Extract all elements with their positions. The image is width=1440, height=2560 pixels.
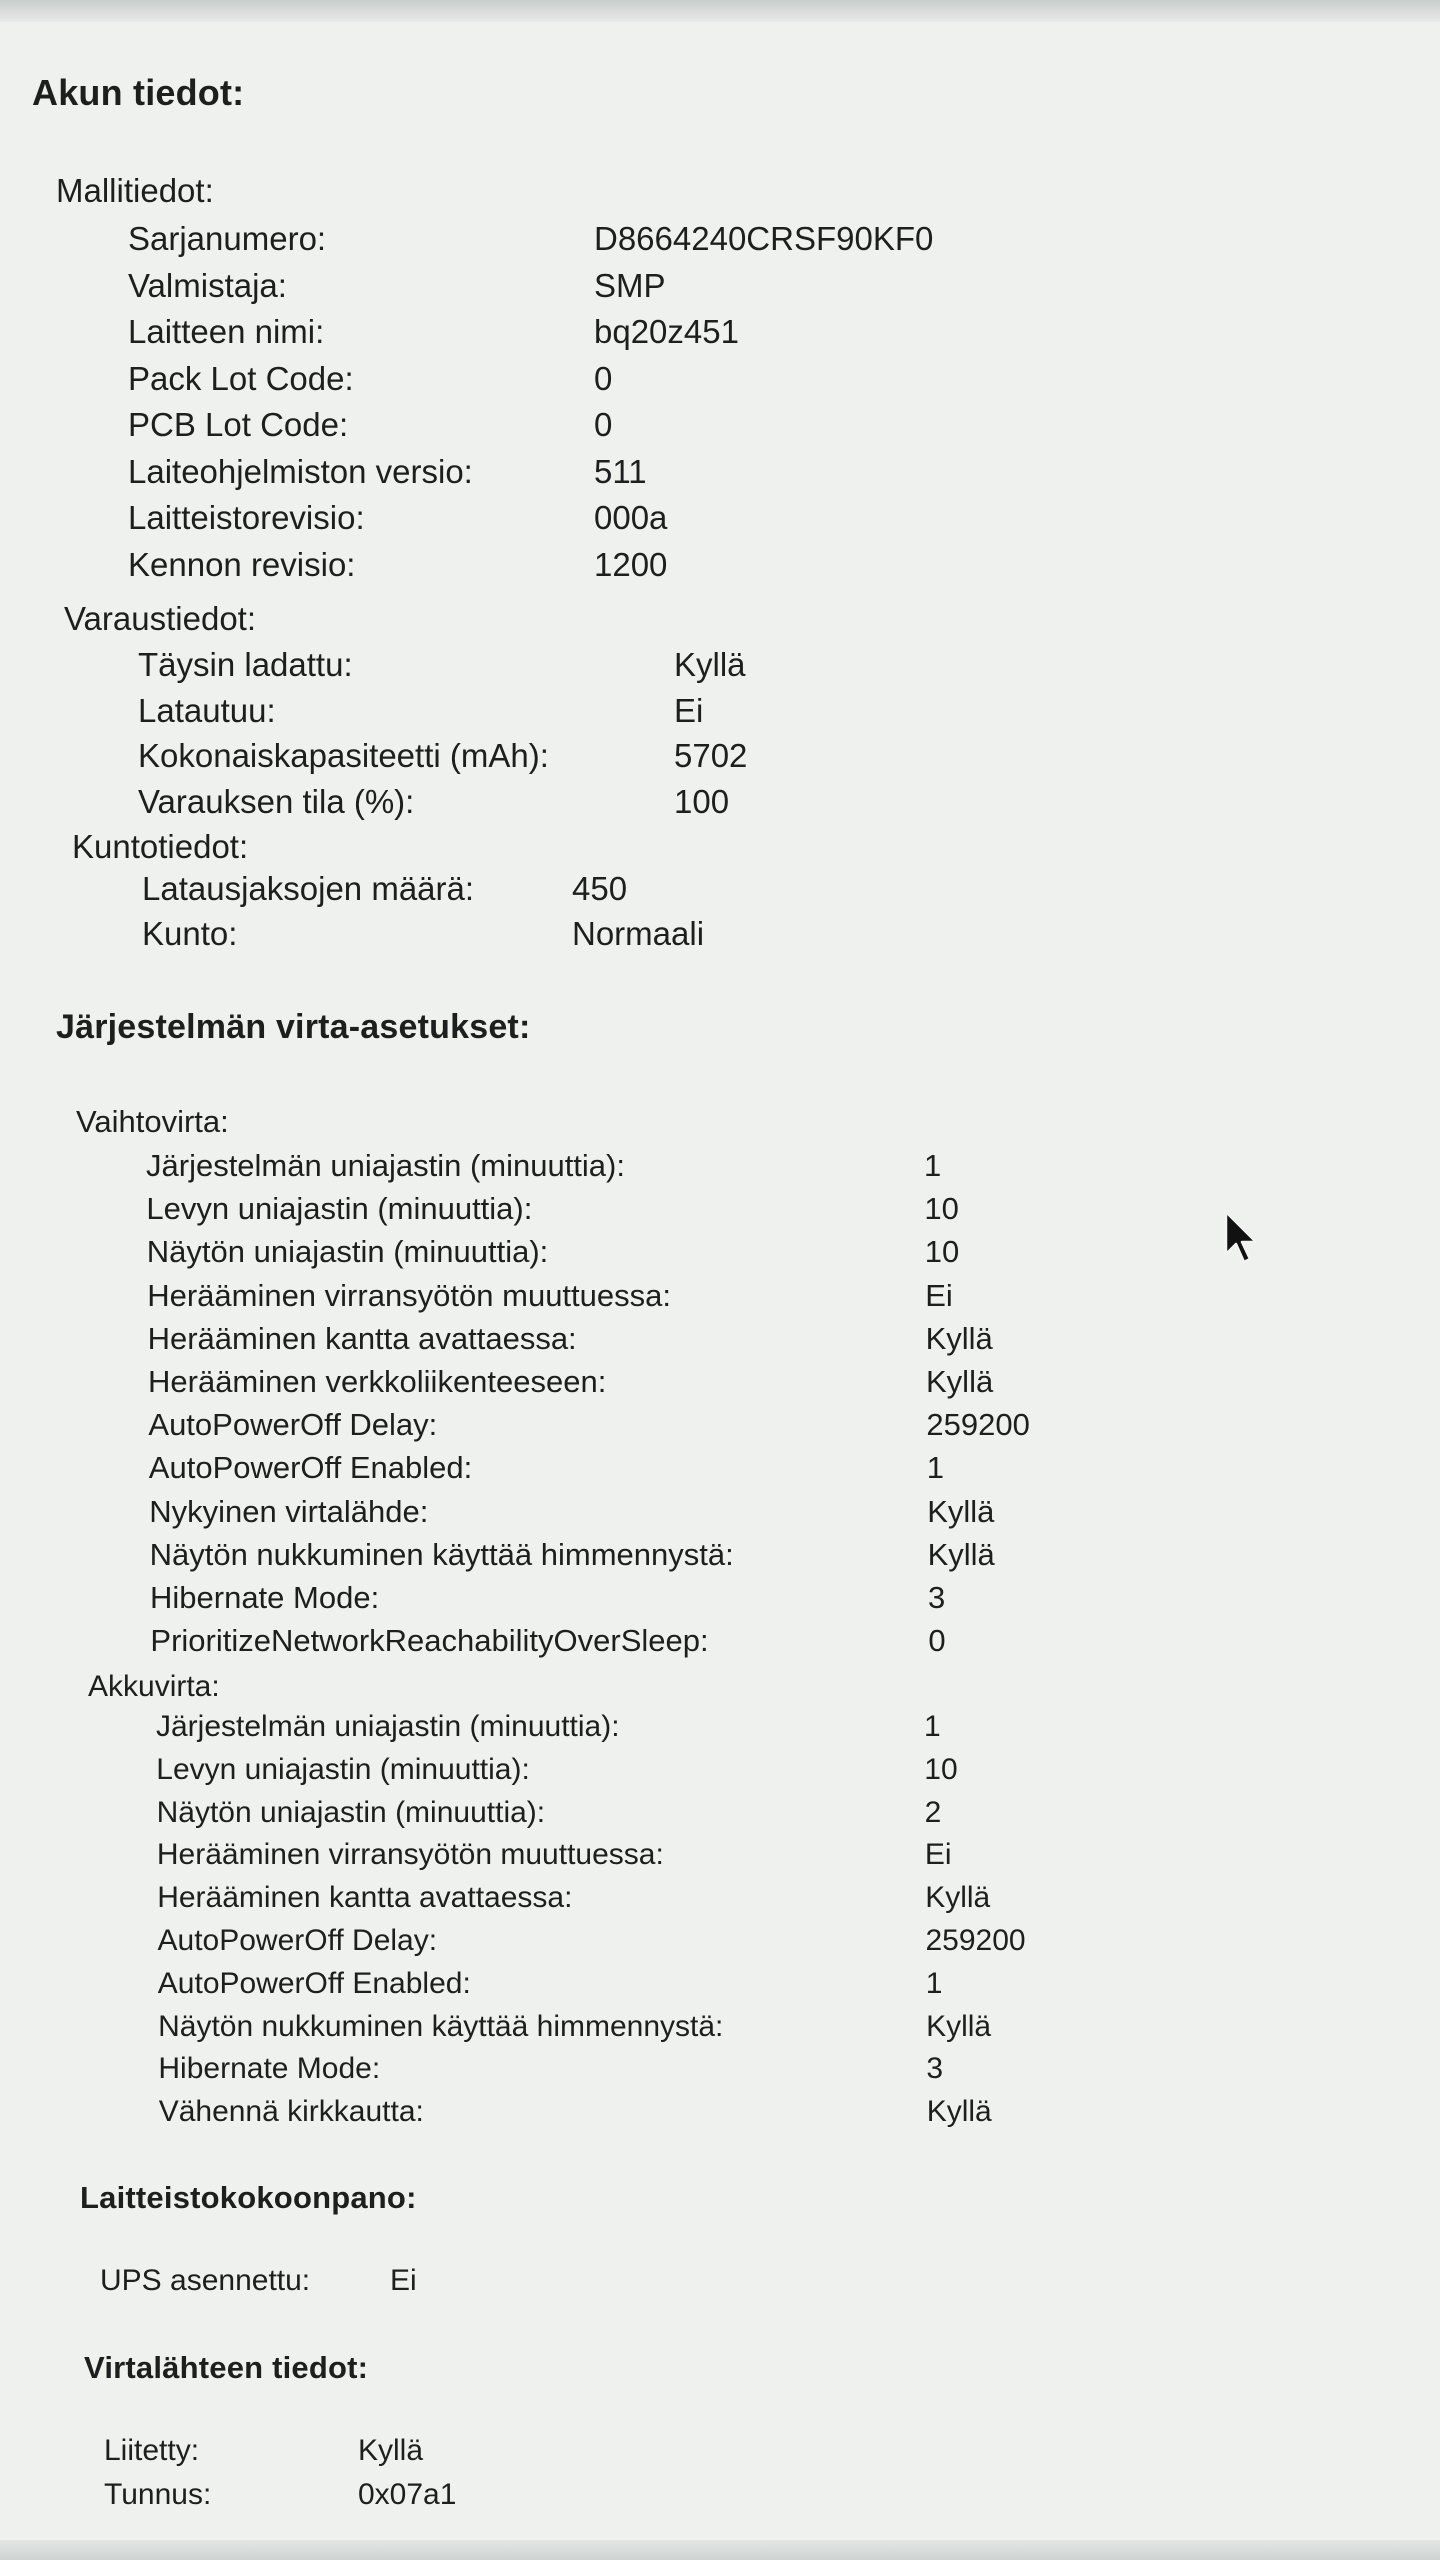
info-label: Herääminen kantta avattaessa: bbox=[157, 1881, 573, 1915]
window-bottom-edge bbox=[0, 2540, 1440, 2560]
info-value: Kyllä bbox=[358, 2434, 424, 2467]
battery-power-heading: Akkuvirta: bbox=[88, 1670, 220, 1703]
info-value: Kyllä bbox=[925, 1320, 993, 1356]
info-value: 0x07a1 bbox=[358, 2478, 457, 2511]
info-label: Hibernate Mode: bbox=[158, 2052, 381, 2086]
info-label: Näytön nukkuminen käyttää himmennystä: bbox=[158, 2009, 724, 2043]
info-label: Kunto: bbox=[142, 915, 238, 952]
info-value: 1200 bbox=[594, 545, 668, 583]
info-value: 259200 bbox=[925, 1924, 1026, 1957]
charge-info-heading: Varaustiedot: bbox=[64, 600, 257, 637]
info-value: Kyllä bbox=[925, 1881, 991, 1915]
info-value: 259200 bbox=[926, 1407, 1030, 1443]
info-value: 1 bbox=[924, 1148, 942, 1183]
info-label: Näytön nukkuminen käyttää himmennystä: bbox=[149, 1536, 734, 1572]
info-value: 3 bbox=[928, 1580, 946, 1615]
info-value: 100 bbox=[674, 782, 730, 820]
info-label: Laitteistorevisio: bbox=[128, 499, 365, 536]
info-value: Kyllä bbox=[927, 1536, 995, 1572]
info-value: Kyllä bbox=[926, 2009, 992, 2043]
model-info-heading: Mallitiedot: bbox=[56, 172, 214, 209]
info-value: 1 bbox=[924, 1710, 941, 1743]
info-label: Valmistaja: bbox=[128, 266, 287, 304]
info-label: Sarjanumero: bbox=[128, 220, 327, 257]
info-value: Kyllä bbox=[927, 1493, 995, 1529]
info-value: 450 bbox=[572, 870, 628, 907]
info-label: Herääminen virransyötön muuttuessa: bbox=[147, 1277, 671, 1313]
info-value: Normaali bbox=[572, 915, 705, 952]
info-label: Laiteohjelmiston versio: bbox=[128, 452, 473, 490]
info-label: Järjestelmän uniajastin (minuuttia): bbox=[146, 1148, 625, 1183]
info-value: Ei bbox=[390, 2264, 417, 2297]
info-value: 0 bbox=[594, 359, 613, 397]
info-value: 3 bbox=[926, 2052, 944, 2086]
info-label: Näytön uniajastin (minuuttia): bbox=[156, 1795, 546, 1829]
info-label: Liitetty: bbox=[104, 2434, 200, 2467]
battery-info-heading: Akun tiedot: bbox=[32, 72, 245, 113]
info-value: 5702 bbox=[674, 737, 748, 774]
info-value: Kyllä bbox=[674, 646, 746, 683]
arrow-cursor-icon bbox=[1222, 1210, 1262, 1270]
info-value: 1 bbox=[926, 1450, 945, 1486]
info-label: Varauksen tila (%): bbox=[138, 782, 415, 820]
info-value: 1 bbox=[925, 1966, 943, 2000]
power-settings-heading: Järjestelmän virta-asetukset: bbox=[56, 1008, 531, 1046]
info-value: 10 bbox=[924, 1752, 958, 1786]
info-value: 10 bbox=[924, 1191, 959, 1227]
info-label: Hibernate Mode: bbox=[150, 1580, 380, 1615]
hardware-config-heading: Laitteistokokoonpano: bbox=[80, 2180, 417, 2215]
info-label: Vähennä kirkkautta: bbox=[158, 2095, 424, 2129]
info-value: bq20z451 bbox=[594, 313, 739, 350]
info-value: Kyllä bbox=[926, 2095, 992, 2129]
info-value: 0 bbox=[928, 1623, 946, 1659]
info-label: Herääminen virransyötön muuttuessa: bbox=[156, 1838, 664, 1872]
info-value: 511 bbox=[594, 452, 647, 490]
info-label: Kokonaiskapasiteetti (mAh): bbox=[138, 737, 549, 774]
info-label: AutoPowerOff Delay: bbox=[148, 1407, 438, 1443]
info-label: Pack Lot Code: bbox=[128, 359, 354, 397]
info-value: Ei bbox=[674, 691, 704, 729]
info-label: Latausjaksojen määrä: bbox=[142, 870, 475, 907]
info-label: Järjestelmän uniajastin (minuuttia): bbox=[156, 1710, 620, 1743]
info-value: Ei bbox=[925, 1277, 953, 1313]
info-label: AutoPowerOff Delay: bbox=[157, 1924, 438, 1957]
info-label: Laitteen nimi: bbox=[128, 313, 325, 350]
info-label: Tunnus: bbox=[104, 2478, 212, 2511]
info-value: Ei bbox=[924, 1838, 952, 1872]
info-value: 000a bbox=[594, 499, 668, 536]
info-value: 10 bbox=[924, 1234, 960, 1270]
info-value: Kyllä bbox=[926, 1364, 994, 1399]
adapter-info-heading: Virtalähteen tiedot: bbox=[84, 2350, 369, 2385]
info-label: AutoPowerOff Enabled: bbox=[148, 1450, 473, 1486]
info-label: Täysin ladattu: bbox=[138, 646, 353, 683]
info-label: PCB Lot Code: bbox=[128, 406, 349, 443]
info-value: D8664240CRSF90KF0 bbox=[594, 220, 934, 257]
info-label: PrioritizeNetworkReachabilityOverSleep: bbox=[150, 1623, 709, 1659]
info-value: 2 bbox=[924, 1795, 942, 1829]
info-label: Herääminen verkkoliikenteeseen: bbox=[148, 1364, 607, 1399]
ac-power-heading: Vaihtovirta: bbox=[76, 1104, 229, 1139]
info-label: Latautuu: bbox=[138, 691, 276, 729]
info-value: 0 bbox=[594, 406, 613, 443]
info-label: Kennon revisio: bbox=[128, 545, 356, 583]
info-value: SMP bbox=[594, 266, 666, 304]
info-label: UPS asennettu: bbox=[100, 2264, 311, 2297]
health-info-heading: Kuntotiedot: bbox=[72, 828, 249, 865]
info-label: Näytön uniajastin (minuuttia): bbox=[146, 1234, 549, 1270]
info-label: AutoPowerOff Enabled: bbox=[157, 1966, 471, 2000]
info-label: Levyn uniajastin (minuuttia): bbox=[156, 1752, 530, 1786]
info-label: Nykyinen virtalähde: bbox=[149, 1493, 429, 1529]
info-label: Herääminen kantta avattaessa: bbox=[147, 1320, 577, 1356]
info-label: Levyn uniajastin (minuuttia): bbox=[146, 1191, 533, 1227]
